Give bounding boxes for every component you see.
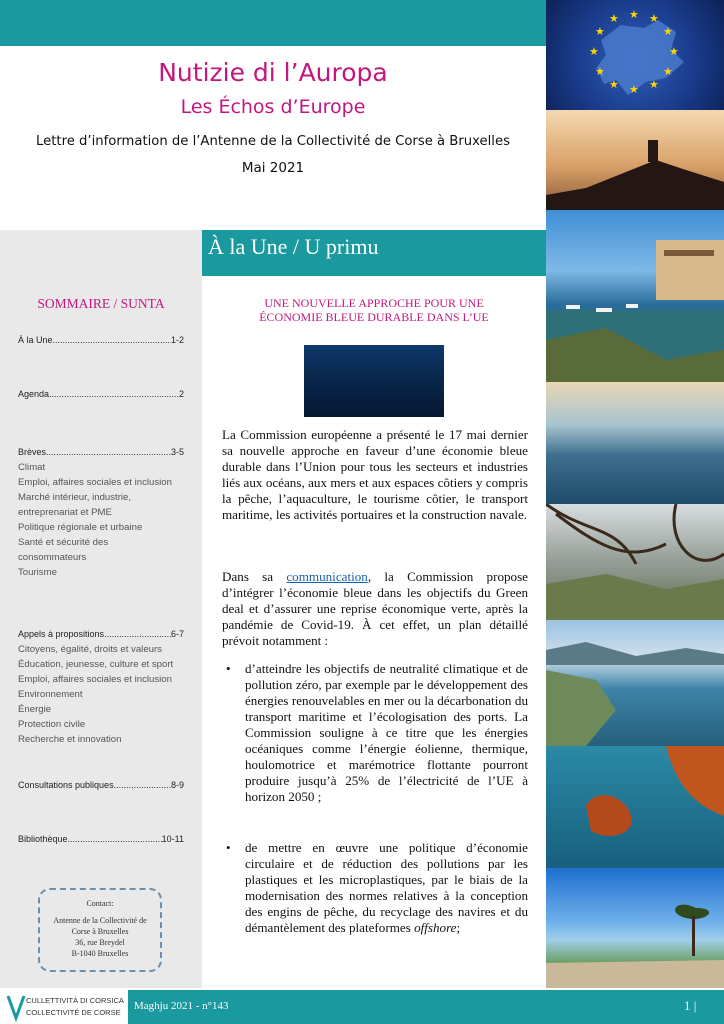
contact-line: 36, rue Breydel — [75, 938, 125, 947]
page-number: 1 | — [684, 998, 697, 1013]
svg-text:★: ★ — [669, 45, 679, 58]
contact-heading: Contact: — [86, 899, 114, 908]
newsletter-title: Nutizie di l’Auropa — [158, 58, 388, 87]
contact-box — [38, 888, 162, 972]
toc-subitem[interactable]: Citoyens, égalité, droits et valeurs — [18, 644, 162, 655]
toc-subitem[interactable]: consommateurs — [18, 552, 87, 563]
bullet-item: de mettre en œuvre une politique d’économie circulaire et de réduction des pollutions par les plastiques et les microplastiques, par le biais de la modernisation des normes relatives à la conception des engins de pêche, du recyclage des navires et du démantèlement des plateformes offshore; — [245, 840, 528, 935]
toc-label: Consultations publiques — [18, 780, 114, 790]
toc-sublist-breves — [18, 460, 198, 580]
newsletter-subtitle: Les Échos d’Europe — [180, 96, 366, 118]
bullet-item: d’atteindre les objectifs de neutralité climatique et de pollution zéro, par exemple par le développement des énergies renouvelables en mer ou la décarbonation du transport maritime et l’écologisation des ports. La Commission souligne à ce titre que les énergies océaniques comme l’énergie éolienne, thermique, houlomotrice et marémotrice flottante pourront produire jusqu’à 25% de l’électricité de l’UE à horizon 2050 ; — [245, 661, 528, 804]
issue-date: Mai 2021 — [241, 160, 305, 176]
sea-aerial-image — [546, 382, 724, 504]
newsletter-description: Lettre d’information de l’Antenne de la Collectivité de Corse à Bruxelles — [36, 134, 510, 149]
svg-text:★: ★ — [629, 83, 639, 96]
svg-text:★: ★ — [595, 65, 605, 78]
toc-label: Appels à propositions — [18, 629, 105, 639]
article-paragraph: Dans sa communication, la Commission propose d’intégrer l’économie bleue dans les objectifs du Green deal et d’assurer une reprise économique verte, après la pandémie de Covid-19. À cet effet, un plan détaillé prévoit notamment : — [222, 569, 528, 648]
bullet-icon: • — [226, 661, 231, 676]
contact-line: Antenne de la Collectivité de — [53, 916, 147, 925]
contact-line: Corse à Bruxelles — [71, 927, 129, 936]
logo-text: COLLECTIVITÉ DE CORSE — [26, 1008, 121, 1017]
toc-subitem[interactable]: Santé et sécurité des — [18, 537, 109, 548]
underwater-image — [304, 345, 444, 417]
red-rocks-image — [546, 746, 724, 868]
svg-text:★: ★ — [609, 78, 619, 91]
svg-text:★: ★ — [649, 12, 659, 25]
eu-map-image — [546, 0, 724, 110]
svg-text:★: ★ — [663, 65, 673, 78]
toc-pages: 8-9 — [170, 780, 184, 790]
beach-pine-image — [546, 868, 724, 988]
toc-label: Brèves — [18, 447, 47, 457]
toc-label: Bibliothèque — [18, 834, 68, 844]
coastal-trees-image — [546, 504, 724, 620]
contact-line: B-1040 Bruxelles — [71, 949, 129, 958]
svg-text:★: ★ — [609, 12, 619, 25]
article-title-line: ÉCONOMIE BLEUE DURABLE DANS L’UE — [259, 310, 489, 324]
article-paragraph: La Commission européenne a présenté le 17 mai dernier sa nouvelle approche en faveur d’une économie bleue durable dans l’Union pour tous les secteurs et industries liés aux océans, aux mers et aux espaces côtiers y compris la pêche, l’aquaculture, le tourisme côtier, le transport maritime, les activités portuaires et la construction navale. — [222, 427, 528, 522]
toc-sublist-appels — [18, 642, 198, 747]
article-title — [212, 296, 536, 324]
toc-pages: 2 — [178, 389, 184, 399]
toc-item-bibliotheque[interactable] — [18, 834, 184, 844]
header-top-bar — [0, 0, 546, 46]
communication-link[interactable]: communication — [286, 569, 368, 584]
toc-pages: 10-11 — [161, 834, 184, 844]
toc-subitem[interactable]: Tourisme — [18, 567, 57, 578]
section-title: À la Une / U primu — [208, 234, 379, 259]
toc-subitem[interactable]: Politique régionale et urbaine — [18, 522, 143, 533]
toc-label: Agenda — [18, 389, 50, 399]
toc-subitem[interactable]: Protection civile — [18, 719, 86, 730]
footer-issue: Maghju 2021 - n°143 — [134, 1000, 229, 1012]
coastline-image — [546, 620, 724, 746]
toc-subitem[interactable]: Emploi, affaires sociales et inclusion — [18, 477, 172, 488]
toc-subitem[interactable]: Recherche et innovation — [18, 734, 122, 745]
logo-text: CULLETTIVITÀ DI CORSICA — [26, 996, 124, 1005]
toc-subitem[interactable]: Marché intérieur, industrie, — [18, 492, 132, 503]
toc-item-a-la-une[interactable] — [18, 335, 184, 345]
toc-pages: 1-2 — [170, 335, 184, 345]
toc-subitem[interactable]: Environnement — [18, 689, 83, 700]
tower-sunset-image — [546, 110, 724, 210]
harbor-image — [546, 210, 724, 382]
svg-text:★: ★ — [663, 25, 673, 38]
toc-subitem[interactable]: entreprenariat et PME — [18, 507, 112, 518]
toc-subitem[interactable]: Climat — [18, 462, 46, 473]
svg-text:★: ★ — [589, 45, 599, 58]
toc-pages: 3-5 — [170, 447, 184, 457]
toc-subitem[interactable]: Éducation, jeunesse, culture et sport — [18, 659, 174, 670]
article-title-line: UNE NOUVELLE APPROCHE POUR UNE — [264, 296, 484, 310]
sommaire-title: SOMMAIRE / SUNTA — [37, 296, 165, 311]
toc-pages: 6-7 — [170, 629, 184, 639]
svg-text:★: ★ — [595, 25, 605, 38]
svg-text:★: ★ — [629, 8, 639, 21]
toc-item-agenda[interactable] — [18, 389, 184, 399]
toc-item-appels[interactable] — [18, 629, 184, 639]
svg-text:★: ★ — [649, 78, 659, 91]
bullet-icon: • — [226, 840, 231, 855]
toc-label: À la Une — [18, 335, 53, 345]
toc-subitem[interactable]: Emploi, affaires sociales et inclusion — [18, 674, 172, 685]
toc-subitem[interactable]: Énergie — [18, 704, 52, 715]
toc-item-consultations[interactable] — [18, 780, 184, 790]
toc-item-breves[interactable] — [18, 447, 184, 457]
